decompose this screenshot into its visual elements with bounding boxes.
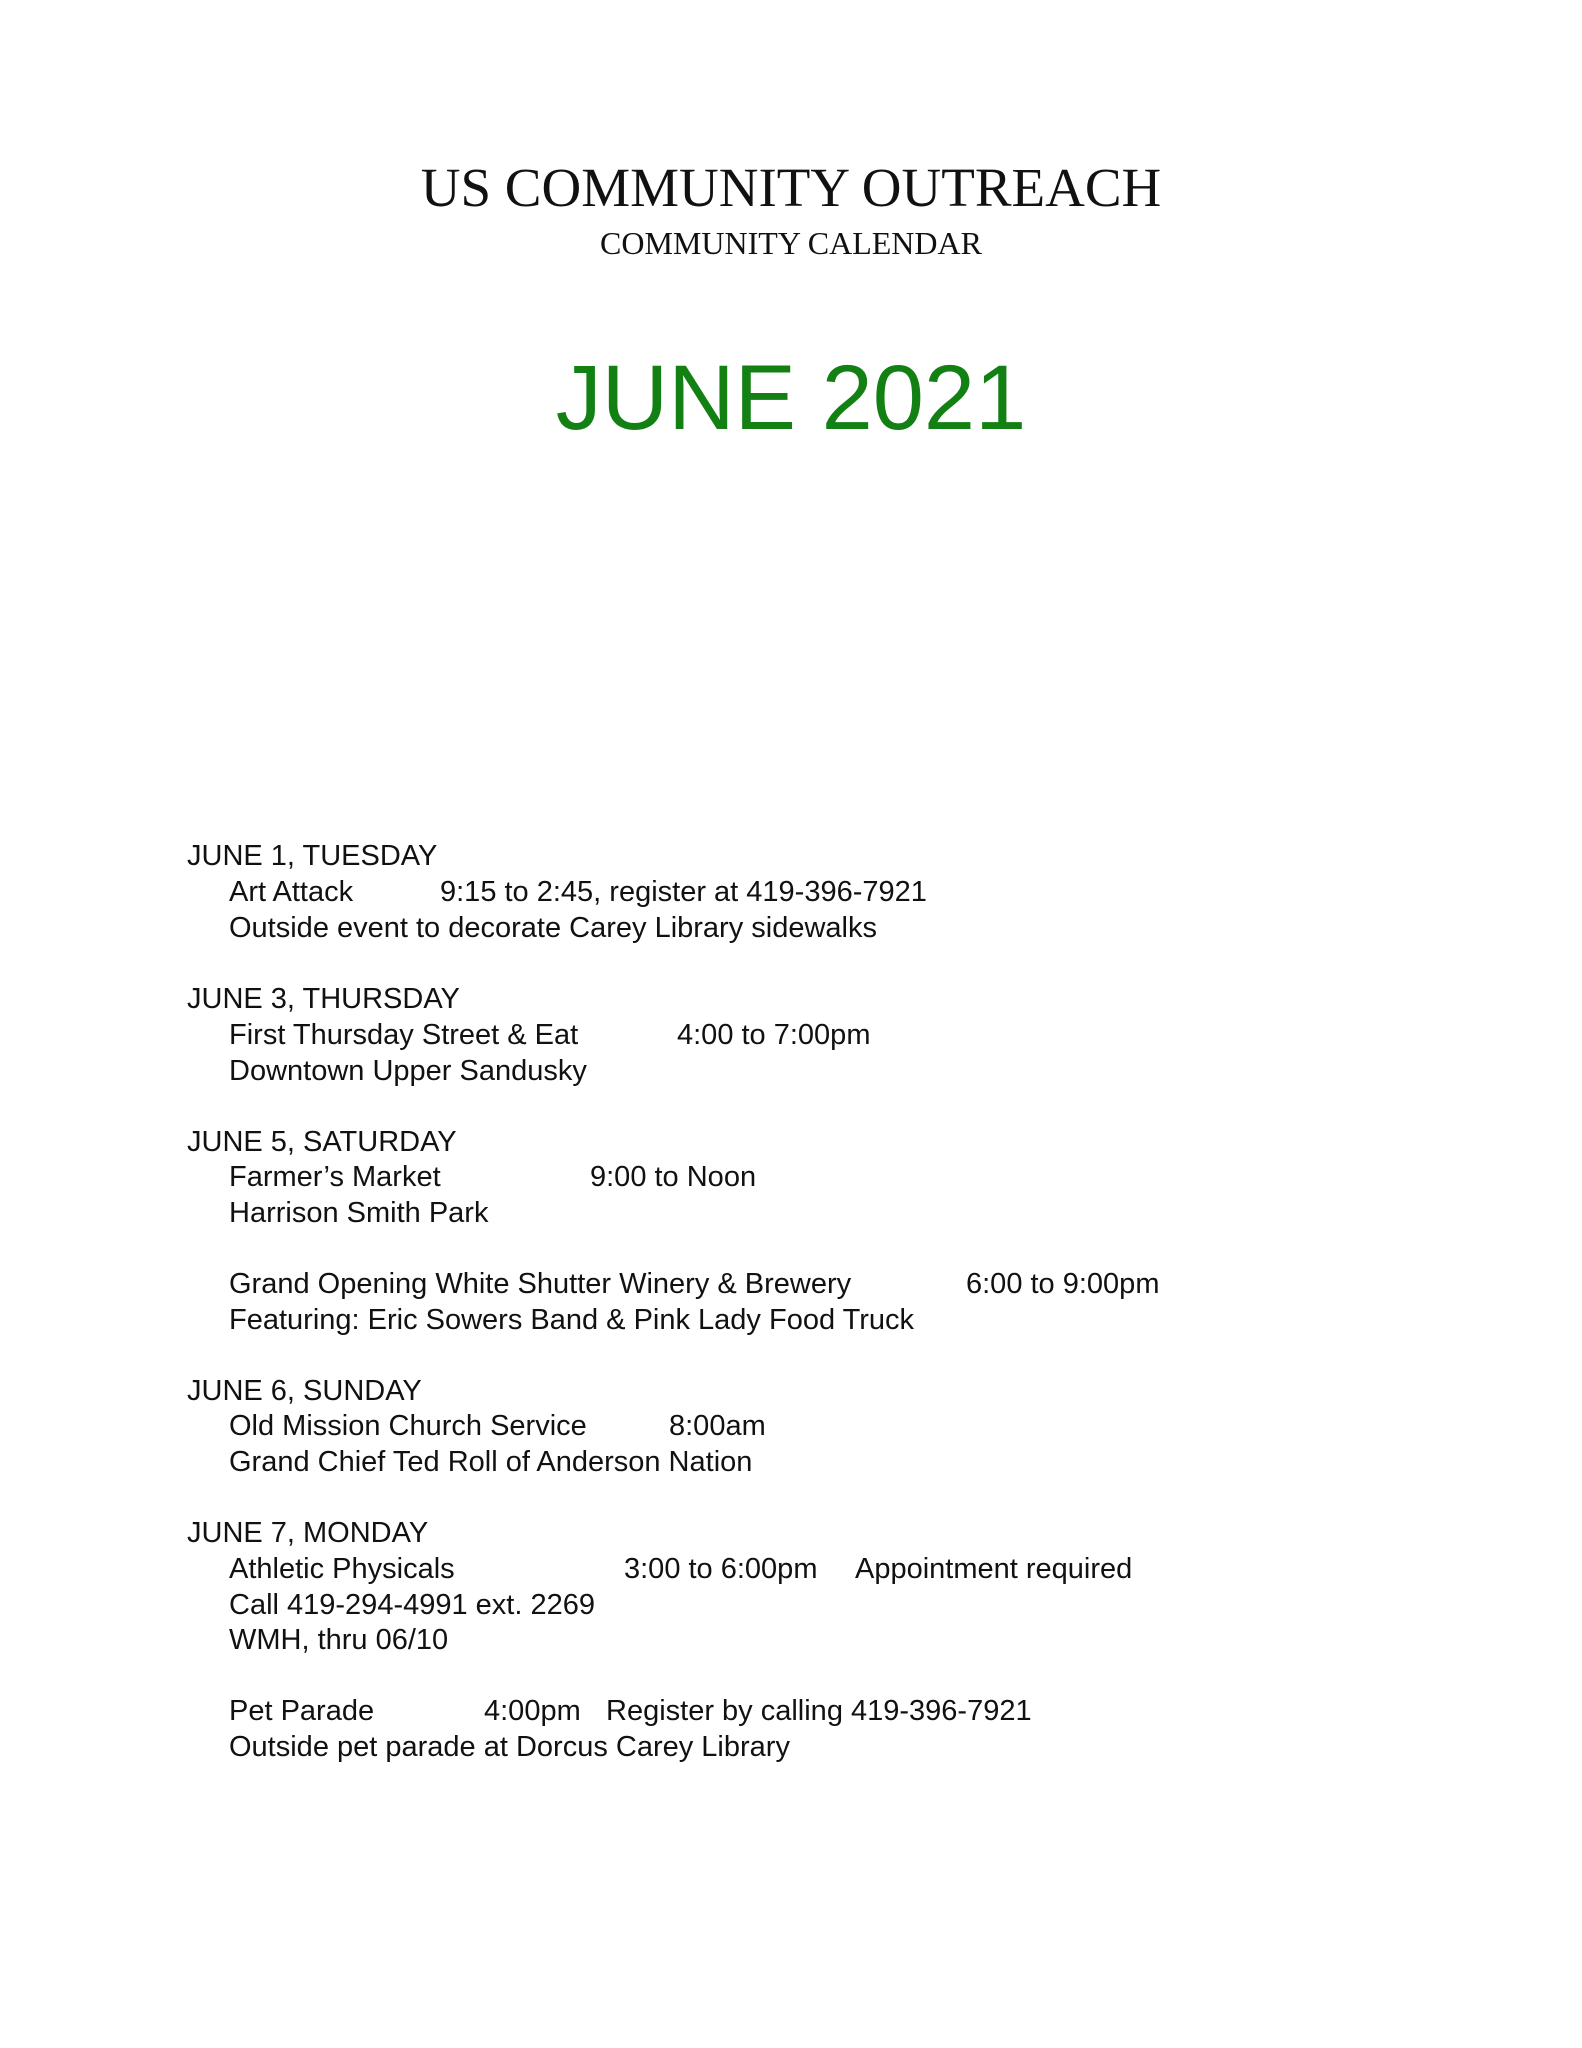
event-detail: WMH, thru 06/10	[229, 1624, 449, 1656]
event-name: Old Mission Church Service	[229, 1410, 587, 1442]
event-time: 6:00 to 9:00pm	[966, 1268, 1160, 1300]
event-note: Appointment required	[855, 1553, 1133, 1585]
day-date: JUNE 6, SUNDAY	[187, 1375, 422, 1407]
event-name: Farmer’s Market	[229, 1161, 441, 1193]
event-time: 4:00pm	[484, 1695, 581, 1727]
event-detail: Outside pet parade at Dorcus Carey Library	[229, 1731, 790, 1763]
day-date: JUNE 1, TUESDAY	[187, 840, 438, 872]
event-time: 9:15 to 2:45, register at 419-396-7921	[440, 876, 927, 908]
event-name: Pet Parade	[229, 1695, 375, 1727]
calendar-subtitle: COMMUNITY CALENDAR	[600, 225, 982, 261]
event-detail: Harrison Smith Park	[229, 1197, 489, 1229]
event-note: Register by calling 419-396-7921	[606, 1695, 1032, 1727]
event-time: 3:00 to 6:00pm	[624, 1553, 818, 1585]
event-detail: Outside event to decorate Carey Library sidewalks	[229, 912, 877, 944]
org-title: US COMMUNITY OUTREACH	[420, 157, 1162, 218]
event-detail: Featuring: Eric Sowers Band & Pink Lady Food Truck	[229, 1304, 915, 1336]
event-name: Grand Opening White Shutter Winery & Brewery	[229, 1268, 852, 1300]
event-name: First Thursday Street & Eat	[229, 1019, 579, 1051]
day-date: JUNE 3, THURSDAY	[187, 983, 460, 1015]
event-time: 8:00am	[669, 1410, 766, 1442]
event-detail: Call 419-294-4991 ext. 2269	[229, 1589, 595, 1621]
event-time: 4:00 to 7:00pm	[677, 1019, 871, 1051]
day-date: JUNE 7, MONDAY	[187, 1517, 429, 1549]
event-detail: Grand Chief Ted Roll of Anderson Nation	[229, 1446, 753, 1478]
day-date: JUNE 5, SATURDAY	[187, 1126, 457, 1158]
event-name: Art Attack	[229, 876, 354, 908]
event-time: 9:00 to Noon	[590, 1161, 757, 1193]
event-name: Athletic Physicals	[229, 1553, 455, 1585]
event-detail: Downtown Upper Sandusky	[229, 1055, 587, 1087]
month-heading: JUNE 2021	[555, 347, 1027, 449]
